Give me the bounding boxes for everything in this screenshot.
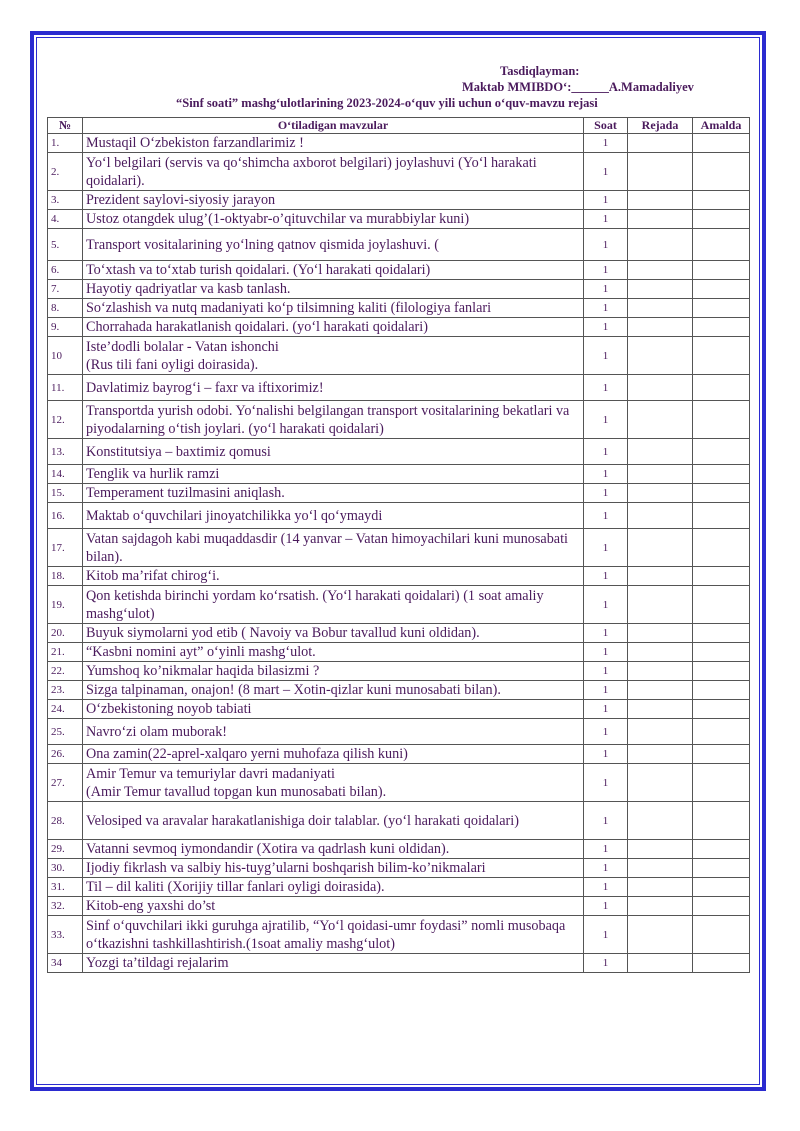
row-number: 10: [48, 337, 83, 375]
table-row: [48, 401, 750, 439]
table-row: [48, 337, 750, 375]
row-planned-cell: [628, 840, 693, 859]
table-row: [48, 318, 750, 337]
row-topic: Til – dil kaliti (Xorijiy tillar fanlari oyligi doirasida).: [83, 878, 584, 897]
row-planned-cell: [628, 318, 693, 337]
row-hours: 1: [584, 624, 628, 643]
row-actual-cell: [693, 745, 750, 764]
row-topic: To‘xtash va to‘xtab turish qoidalari. (Yo‘l harakati qoidalari): [83, 261, 584, 280]
row-actual-cell: [693, 662, 750, 681]
row-hours: 1: [584, 764, 628, 802]
row-planned-cell: [628, 484, 693, 503]
table-row: [48, 719, 750, 745]
column-header-topics: O‘tiladigan mavzular: [83, 118, 584, 134]
row-topic: Chorrahada harakatlanish qoidalari. (yo‘l harakati qoidalari): [83, 318, 584, 337]
table-row: [48, 681, 750, 700]
row-topic: Davlatimiz bayrog‘i – faxr va iftixorimiz!: [83, 375, 584, 401]
row-topic: Amir Temur va temuriylar davri madaniyati (Amir Temur tavallud topgan kun munosabati bilan).: [83, 764, 584, 802]
row-actual-cell: [693, 624, 750, 643]
table-row: [48, 586, 750, 624]
row-actual-cell: [693, 401, 750, 439]
row-hours: 1: [584, 191, 628, 210]
table-row: [48, 700, 750, 719]
row-hours: 1: [584, 897, 628, 916]
row-hours: 1: [584, 700, 628, 719]
row-topic: Maktab o‘quvchilari jinoyatchilikka yo‘l qo‘ymaydi: [83, 503, 584, 529]
row-planned-cell: [628, 261, 693, 280]
table-row: [48, 529, 750, 567]
row-planned-cell: [628, 503, 693, 529]
row-planned-cell: [628, 465, 693, 484]
row-actual-cell: [693, 210, 750, 229]
column-header-planned: Rejada: [628, 118, 693, 134]
row-number: 9.: [48, 318, 83, 337]
row-topic: Kitob-eng yaxshi do’st: [83, 897, 584, 916]
row-topic: Ustoz otangdek ulug’(1-oktyabr-o’qituvchilar va murabbiylar kuni): [83, 210, 584, 229]
row-planned-cell: [628, 337, 693, 375]
row-actual-cell: [693, 954, 750, 973]
row-planned-cell: [628, 878, 693, 897]
row-number: 4.: [48, 210, 83, 229]
row-hours: 1: [584, 153, 628, 191]
row-actual-cell: [693, 529, 750, 567]
row-number: 25.: [48, 719, 83, 745]
row-planned-cell: [628, 439, 693, 465]
row-topic: Vatan sajdagoh kabi muqaddasdir (14 yanvar – Vatan himoyachilari kuni munosabati bilan).: [83, 529, 584, 567]
row-hours: 1: [584, 681, 628, 700]
row-planned-cell: [628, 954, 693, 973]
row-topic: Kitob ma’rifat chirog‘i.: [83, 567, 584, 586]
row-number: 5.: [48, 229, 83, 261]
row-hours: 1: [584, 280, 628, 299]
row-hours: 1: [584, 662, 628, 681]
table-row: [48, 153, 750, 191]
row-hours: 1: [584, 859, 628, 878]
row-topic: Temperament tuzilmasini aniqlash.: [83, 484, 584, 503]
row-planned-cell: [628, 191, 693, 210]
row-actual-cell: [693, 153, 750, 191]
row-hours: 1: [584, 840, 628, 859]
row-topic: “Kasbni nomini ayt” o‘yinli mashg‘ulot.: [83, 643, 584, 662]
table-row: [48, 802, 750, 840]
table-row: [48, 280, 750, 299]
row-hours: 1: [584, 465, 628, 484]
row-actual-cell: [693, 802, 750, 840]
row-actual-cell: [693, 375, 750, 401]
row-actual-cell: [693, 134, 750, 153]
row-planned-cell: [628, 586, 693, 624]
row-actual-cell: [693, 318, 750, 337]
row-planned-cell: [628, 529, 693, 567]
row-topic: Qon ketishda birinchi yordam ko‘rsatish. (Yo‘l harakati qoidalari) (1 soat amaliy mashg‘ulot): [83, 586, 584, 624]
row-planned-cell: [628, 859, 693, 878]
row-number: 15.: [48, 484, 83, 503]
row-topic: Sinf o‘quvchilari ikki guruhga ajratilib, “Yo‘l qoidasi-umr foydasi” nomli musobaqa o‘tkazishni tashkillashtirish.(1soat amaliy mashg‘ulot): [83, 916, 584, 954]
row-actual-cell: [693, 916, 750, 954]
table-row: [48, 229, 750, 261]
row-planned-cell: [628, 700, 693, 719]
row-topic: Yo‘l belgilari (servis va qo‘shimcha axborot belgilari) joylashuvi (Yo‘l harakati qoidalari).: [83, 153, 584, 191]
row-topic: Transportda yurish odobi. Yo‘nalishi belgilangan transport vositalarining bekatlari va piyodalarning o‘tish joylari. (yo‘l harakati qoidalari): [83, 401, 584, 439]
table-row: [48, 643, 750, 662]
row-number: 11.: [48, 375, 83, 401]
row-planned-cell: [628, 624, 693, 643]
row-planned-cell: [628, 745, 693, 764]
row-number: 28.: [48, 802, 83, 840]
row-number: 2.: [48, 153, 83, 191]
table-row: [48, 764, 750, 802]
row-topic: Mustaqil O‘zbekiston farzandlarimiz !: [83, 134, 584, 153]
row-actual-cell: [693, 439, 750, 465]
row-topic: Navro‘zi olam muborak!: [83, 719, 584, 745]
row-number: 26.: [48, 745, 83, 764]
row-number: 27.: [48, 764, 83, 802]
column-header-hours: Soat: [584, 118, 628, 134]
table-row: [48, 745, 750, 764]
row-topic: Buyuk siymolarni yod etib ( Navoiy va Bobur tavallud kuni oldidan).: [83, 624, 584, 643]
row-planned-cell: [628, 916, 693, 954]
row-actual-cell: [693, 465, 750, 484]
row-actual-cell: [693, 643, 750, 662]
row-number: 14.: [48, 465, 83, 484]
row-actual-cell: [693, 567, 750, 586]
table-row: [48, 465, 750, 484]
table-row: [48, 210, 750, 229]
table-row: [48, 261, 750, 280]
row-hours: 1: [584, 261, 628, 280]
row-number: 34: [48, 954, 83, 973]
table-row: [48, 191, 750, 210]
row-hours: 1: [584, 719, 628, 745]
row-number: 33.: [48, 916, 83, 954]
row-actual-cell: [693, 700, 750, 719]
table-row: [48, 954, 750, 973]
row-hours: 1: [584, 318, 628, 337]
approval-signature-line: Maktab MMIBDO‘:______A.Mamadaliyev: [462, 80, 694, 94]
row-planned-cell: [628, 375, 693, 401]
row-topic: Hayotiy qadriyatlar va kasb tanlash.: [83, 280, 584, 299]
row-actual-cell: [693, 878, 750, 897]
row-number: 12.: [48, 401, 83, 439]
row-planned-cell: [628, 280, 693, 299]
row-number: 29.: [48, 840, 83, 859]
row-actual-cell: [693, 840, 750, 859]
row-actual-cell: [693, 229, 750, 261]
row-hours: 1: [584, 586, 628, 624]
row-topic: Velosiped va aravalar harakatlanishiga doir talablar. (yo‘l harakati qoidalari): [83, 802, 584, 840]
approval-heading: Tasdiqlayman:: [500, 64, 580, 78]
row-hours: 1: [584, 567, 628, 586]
row-topic: Prezident saylovi-siyosiy jarayon: [83, 191, 584, 210]
row-topic: Transport vositalarining yo‘lning qatnov qismida joylashuvi. (: [83, 229, 584, 261]
row-number: 32.: [48, 897, 83, 916]
table-row: [48, 299, 750, 318]
row-hours: 1: [584, 878, 628, 897]
row-topic: Iste’dodli bolalar - Vatan ishonchi (Rus tili fani oyligi doirasida).: [83, 337, 584, 375]
row-planned-cell: [628, 134, 693, 153]
row-actual-cell: [693, 719, 750, 745]
row-topic: O‘zbekistoning noyob tabiati: [83, 700, 584, 719]
row-planned-cell: [628, 299, 693, 318]
row-hours: 1: [584, 484, 628, 503]
table-row: [48, 624, 750, 643]
table-row: [48, 662, 750, 681]
row-number: 7.: [48, 280, 83, 299]
row-actual-cell: [693, 859, 750, 878]
row-planned-cell: [628, 229, 693, 261]
row-hours: 1: [584, 529, 628, 567]
row-planned-cell: [628, 719, 693, 745]
row-hours: 1: [584, 439, 628, 465]
row-number: 31.: [48, 878, 83, 897]
table-row: [48, 134, 750, 153]
row-actual-cell: [693, 299, 750, 318]
table-row: [48, 484, 750, 503]
row-number: 8.: [48, 299, 83, 318]
table-row: [48, 916, 750, 954]
column-header-actual: Amalda: [693, 118, 750, 134]
row-topic: Ona zamin(22-aprel-xalqaro yerni muhofaza qilish kuni): [83, 745, 584, 764]
row-hours: 1: [584, 229, 628, 261]
row-planned-cell: [628, 643, 693, 662]
row-number: 6.: [48, 261, 83, 280]
row-topic: Ijodiy fikrlash va salbiy his-tuyg’ularni boshqarish bilim-ko’nikmalari: [83, 859, 584, 878]
row-actual-cell: [693, 897, 750, 916]
row-planned-cell: [628, 662, 693, 681]
row-actual-cell: [693, 681, 750, 700]
row-number: 17.: [48, 529, 83, 567]
document-title: “Sinf soati” mashg‘ulotlarining 2023-2024-o‘quv yili uchun o‘quv-mavzu rejasi: [176, 96, 598, 110]
table-row: [48, 897, 750, 916]
row-hours: 1: [584, 299, 628, 318]
table-row: [48, 840, 750, 859]
table-row: [48, 439, 750, 465]
row-planned-cell: [628, 764, 693, 802]
table-row: [48, 503, 750, 529]
row-planned-cell: [628, 210, 693, 229]
row-topic: Yozgi ta’tildagi rejalarim: [83, 954, 584, 973]
row-planned-cell: [628, 897, 693, 916]
row-number: 23.: [48, 681, 83, 700]
column-header-number: №: [48, 118, 83, 134]
row-actual-cell: [693, 280, 750, 299]
row-number: 18.: [48, 567, 83, 586]
row-actual-cell: [693, 337, 750, 375]
table-header-row: [48, 118, 750, 134]
row-planned-cell: [628, 802, 693, 840]
row-number: 24.: [48, 700, 83, 719]
row-topic: Tenglik va hurlik ramzi: [83, 465, 584, 484]
row-actual-cell: [693, 764, 750, 802]
row-planned-cell: [628, 401, 693, 439]
row-topic: Sizga talpinaman, onajon! (8 mart – Xotin-qizlar kuni munosabati bilan).: [83, 681, 584, 700]
row-number: 30.: [48, 859, 83, 878]
row-planned-cell: [628, 681, 693, 700]
row-hours: 1: [584, 337, 628, 375]
row-hours: 1: [584, 643, 628, 662]
row-actual-cell: [693, 261, 750, 280]
row-actual-cell: [693, 191, 750, 210]
row-number: 16.: [48, 503, 83, 529]
row-number: 13.: [48, 439, 83, 465]
row-topic: So‘zlashish va nutq madaniyati ko‘p tilsimning kaliti (filologiya fanlari: [83, 299, 584, 318]
table-row: [48, 375, 750, 401]
row-planned-cell: [628, 567, 693, 586]
row-hours: 1: [584, 802, 628, 840]
row-hours: 1: [584, 745, 628, 764]
row-number: 19.: [48, 586, 83, 624]
row-hours: 1: [584, 401, 628, 439]
table-row: [48, 878, 750, 897]
row-hours: 1: [584, 503, 628, 529]
row-hours: 1: [584, 134, 628, 153]
row-actual-cell: [693, 484, 750, 503]
row-actual-cell: [693, 586, 750, 624]
lesson-plan-table: [47, 117, 750, 973]
row-number: 3.: [48, 191, 83, 210]
row-number: 22.: [48, 662, 83, 681]
row-topic: Yumshoq ko’nikmalar haqida bilasizmi ?: [83, 662, 584, 681]
row-topic: Konstitutsiya – baxtimiz qomusi: [83, 439, 584, 465]
row-actual-cell: [693, 503, 750, 529]
row-hours: 1: [584, 210, 628, 229]
row-number: 21.: [48, 643, 83, 662]
row-number: 20.: [48, 624, 83, 643]
row-topic: Vatanni sevmoq iymondandir (Xotira va qadrlash kuni oldidan).: [83, 840, 584, 859]
row-number: 1.: [48, 134, 83, 153]
row-hours: 1: [584, 375, 628, 401]
table-row: [48, 859, 750, 878]
row-hours: 1: [584, 916, 628, 954]
row-hours: 1: [584, 954, 628, 973]
row-planned-cell: [628, 153, 693, 191]
table-row: [48, 567, 750, 586]
